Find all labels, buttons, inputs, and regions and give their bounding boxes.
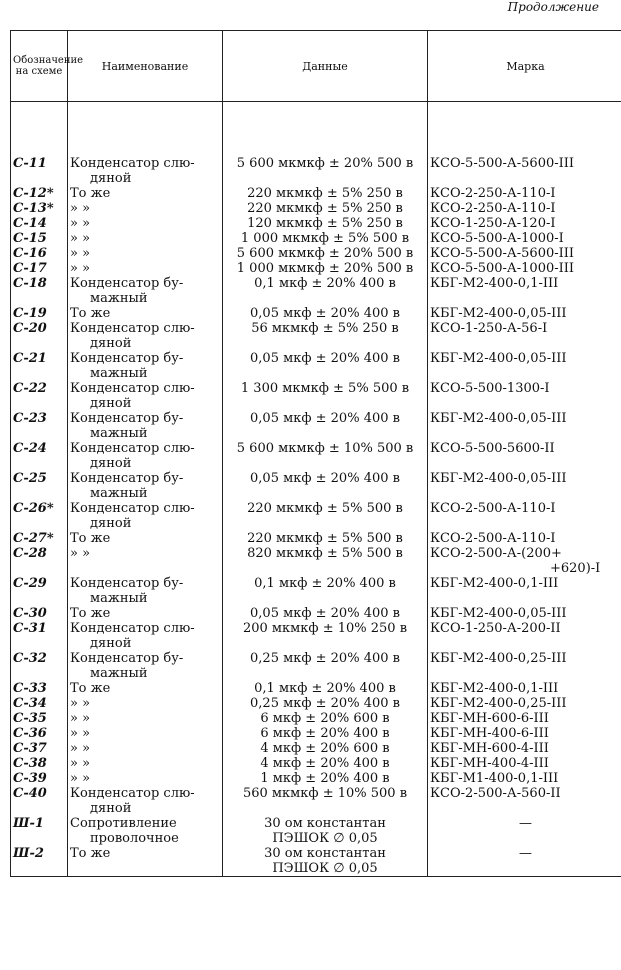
table-row bbox=[11, 531, 621, 546]
mark-text: КБГ-М2-400-0,25-III bbox=[430, 696, 567, 711]
name-text: Сопротивление bbox=[70, 816, 177, 831]
mark-cell bbox=[428, 246, 621, 261]
data-continuation: ПЭШОК ∅ 0,05 bbox=[272, 831, 378, 846]
mark-cell bbox=[428, 306, 621, 321]
table-row bbox=[11, 276, 621, 306]
mark-cell bbox=[428, 651, 621, 681]
designation-cell: C-26* bbox=[11, 501, 68, 531]
name-text: Конденсатор бу- bbox=[70, 411, 184, 426]
designation-cell: C-22 bbox=[11, 381, 68, 411]
data-cell bbox=[223, 261, 428, 276]
name-text: Конденсатор бу- bbox=[70, 471, 184, 486]
data-cell bbox=[223, 246, 428, 261]
data-text: 0,05 мкф ± 20% 400 в bbox=[250, 471, 400, 486]
name-text: » » bbox=[70, 231, 91, 246]
designation-cell: C-11 bbox=[11, 156, 68, 186]
name-text: То же bbox=[70, 186, 111, 201]
name-text: То же bbox=[70, 531, 111, 546]
designation-cell: C-23 bbox=[11, 411, 68, 441]
data-text: 30 ом константан bbox=[264, 816, 386, 831]
name-cell bbox=[68, 741, 223, 756]
table-row bbox=[11, 156, 621, 186]
designation-cell: C-27* bbox=[11, 531, 68, 546]
mark-text: КБГ-М2-400-0,1-III bbox=[430, 276, 559, 291]
table-row bbox=[11, 846, 621, 877]
name-text: Конденсатор бу- bbox=[70, 576, 184, 591]
table-row bbox=[11, 726, 621, 741]
mark-cell bbox=[428, 696, 621, 711]
mark-text: КСО-5-500-А-5600-III bbox=[430, 156, 575, 171]
name-cell bbox=[68, 726, 223, 741]
table-row bbox=[11, 501, 621, 531]
data-text: 120 мкмкф ± 5% 250 в bbox=[247, 216, 403, 231]
table-row bbox=[11, 471, 621, 501]
designation-cell: C-14 bbox=[11, 216, 68, 231]
data-cell bbox=[223, 231, 428, 246]
designation-cell: Ш-2 bbox=[11, 846, 68, 877]
table-row bbox=[11, 231, 621, 246]
mark-text: КСО-1-250-А-120-I bbox=[430, 216, 556, 231]
mark-text: КСО-2-250-А-110-I bbox=[430, 201, 556, 216]
data-cell bbox=[223, 531, 428, 546]
data-cell bbox=[223, 741, 428, 756]
data-cell bbox=[223, 546, 428, 576]
name-cell bbox=[68, 756, 223, 771]
data-text: 220 мкмкф ± 5% 250 в bbox=[247, 201, 403, 216]
mark-text: КСО-1-250-А-200-II bbox=[430, 621, 561, 636]
data-cell bbox=[223, 756, 428, 771]
table-row bbox=[11, 261, 621, 276]
mark-text: КБГ-М2-400-0,25-III bbox=[430, 651, 567, 666]
mark-text: КСО-5-500-А-1000-I bbox=[430, 231, 564, 246]
name-cell bbox=[68, 261, 223, 276]
data-text: 6 мкф ± 20% 400 в bbox=[260, 726, 390, 741]
name-continuation: мажный bbox=[90, 366, 148, 381]
data-cell bbox=[223, 501, 428, 531]
name-continuation: дяной bbox=[90, 636, 132, 651]
data-cell bbox=[223, 606, 428, 621]
name-cell bbox=[68, 696, 223, 711]
table-row bbox=[11, 711, 621, 726]
name-cell bbox=[68, 771, 223, 786]
name-continuation: мажный bbox=[90, 426, 148, 441]
table-row bbox=[11, 201, 621, 216]
name-cell bbox=[68, 681, 223, 696]
header-row bbox=[11, 31, 621, 102]
mark-text: КСО-1-250-А-56-I bbox=[430, 321, 548, 336]
table-row bbox=[11, 606, 621, 621]
data-cell bbox=[223, 576, 428, 606]
data-cell bbox=[223, 681, 428, 696]
name-text: » » bbox=[70, 201, 91, 216]
name-cell bbox=[68, 381, 223, 411]
mark-cell bbox=[428, 546, 621, 576]
mark-text: КСО-5-500-А-5600-III bbox=[430, 246, 575, 261]
data-text: 0,25 мкф ± 20% 400 в bbox=[250, 651, 400, 666]
mark-text: КСО-5-500-А-1000-III bbox=[430, 261, 575, 276]
mark-text: КБГ-МН-400-4-III bbox=[430, 756, 549, 771]
name-text: То же bbox=[70, 306, 111, 321]
mark-cell bbox=[428, 321, 621, 351]
designation-cell: C-13* bbox=[11, 201, 68, 216]
designation-cell: C-34 bbox=[11, 696, 68, 711]
mark-cell bbox=[428, 276, 621, 306]
header-mark: Марка bbox=[428, 31, 621, 102]
table-row bbox=[11, 381, 621, 411]
spacer-row bbox=[11, 102, 621, 157]
mark-cell bbox=[428, 576, 621, 606]
name-cell bbox=[68, 651, 223, 681]
name-cell bbox=[68, 351, 223, 381]
continuation-label: Продолжение bbox=[507, 0, 599, 14]
designation-cell: C-24 bbox=[11, 441, 68, 471]
designation-cell: C-33 bbox=[11, 681, 68, 696]
mark-cell bbox=[428, 261, 621, 276]
designation-cell: C-30 bbox=[11, 606, 68, 621]
name-continuation: дяной bbox=[90, 456, 132, 471]
data-text: 5 600 мкмкф ± 20% 500 в bbox=[236, 246, 414, 261]
mark-cell bbox=[428, 816, 621, 846]
name-continuation: мажный bbox=[90, 486, 148, 501]
data-text: 4 мкф ± 20% 600 в bbox=[260, 741, 390, 756]
name-continuation: мажный bbox=[90, 291, 148, 306]
data-cell bbox=[223, 306, 428, 321]
data-text: 0,05 мкф ± 20% 400 в bbox=[250, 351, 400, 366]
mark-text: КБГ-М2-400-0,1-III bbox=[430, 681, 559, 696]
data-text: 560 мкмкф ± 10% 500 в bbox=[242, 786, 408, 801]
table-row bbox=[11, 441, 621, 471]
name-text: То же bbox=[70, 846, 111, 861]
name-text: » » bbox=[70, 726, 91, 741]
mark-cell bbox=[428, 381, 621, 411]
mark-cell bbox=[428, 771, 621, 786]
name-cell bbox=[68, 531, 223, 546]
name-text: » » bbox=[70, 216, 91, 231]
name-continuation: мажный bbox=[90, 666, 148, 681]
name-cell bbox=[68, 786, 223, 816]
mark-cell bbox=[428, 231, 621, 246]
mark-cell bbox=[428, 606, 621, 621]
data-text: 0,1 мкф ± 20% 400 в bbox=[254, 576, 396, 591]
name-text: Конденсатор слю- bbox=[70, 621, 195, 636]
header-data: Данные bbox=[223, 31, 428, 102]
name-text: » » bbox=[70, 711, 91, 726]
mark-text: КБГ-М2-400-0,05-III bbox=[430, 351, 567, 366]
mark-text: КБГ-М2-400-0,1-III bbox=[430, 576, 559, 591]
mark-text: КСО-5-500-1300-I bbox=[430, 381, 550, 396]
data-cell bbox=[223, 621, 428, 651]
name-text: » » bbox=[70, 546, 91, 561]
mark-text: КСО-2-250-А-110-I bbox=[430, 186, 556, 201]
name-cell bbox=[68, 816, 223, 846]
name-cell bbox=[68, 411, 223, 441]
name-cell bbox=[68, 501, 223, 531]
name-continuation: дяной bbox=[90, 801, 132, 816]
name-text: Конденсатор слю- bbox=[70, 501, 195, 516]
data-cell bbox=[223, 471, 428, 501]
data-text: 6 мкф ± 20% 600 в bbox=[260, 711, 390, 726]
designation-cell: C-15 bbox=[11, 231, 68, 246]
components-table bbox=[10, 30, 621, 877]
data-cell bbox=[223, 786, 428, 816]
name-text: Конденсатор слю- bbox=[70, 381, 195, 396]
mark-text: КБГ-МН-600-4-III bbox=[430, 741, 549, 756]
name-cell bbox=[68, 471, 223, 501]
data-text: 220 мкмкф ± 5% 500 в bbox=[247, 531, 403, 546]
table-row bbox=[11, 216, 621, 231]
data-cell bbox=[223, 816, 428, 846]
data-text: 5 600 мкмкф ± 10% 500 в bbox=[236, 441, 414, 456]
mark-cell bbox=[428, 621, 621, 651]
data-text: 0,05 мкф ± 20% 400 в bbox=[250, 306, 400, 321]
table-row bbox=[11, 546, 621, 576]
mark-cell bbox=[428, 441, 621, 471]
mark-text: КБГ-М1-400-0,1-III bbox=[430, 771, 559, 786]
data-text: 0,05 мкф ± 20% 400 в bbox=[250, 606, 400, 621]
name-cell bbox=[68, 546, 223, 576]
name-text: » » bbox=[70, 696, 91, 711]
name-continuation: проволочное bbox=[90, 831, 179, 846]
data-text: 1 300 мкмкф ± 5% 500 в bbox=[240, 381, 410, 396]
data-text: 4 мкф ± 20% 400 в bbox=[260, 756, 390, 771]
table-row bbox=[11, 246, 621, 261]
designation-cell: C-18 bbox=[11, 276, 68, 306]
designation-cell: Ш-1 bbox=[11, 816, 68, 846]
designation-cell: C-40 bbox=[11, 786, 68, 816]
mark-text: КБГ-М2-400-0,05-III bbox=[430, 471, 567, 486]
table-row bbox=[11, 681, 621, 696]
name-text: Конденсатор бу- bbox=[70, 651, 184, 666]
designation-cell: C-25 bbox=[11, 471, 68, 501]
mark-cell bbox=[428, 216, 621, 231]
name-cell bbox=[68, 186, 223, 201]
name-cell bbox=[68, 201, 223, 216]
data-cell bbox=[223, 696, 428, 711]
data-text: 0,1 мкф ± 20% 400 в bbox=[254, 276, 396, 291]
mark-text: КСО-5-500-5600-II bbox=[430, 441, 555, 456]
mark-cell bbox=[428, 846, 621, 877]
table-row bbox=[11, 411, 621, 441]
mark-text: КСО-2-500-А-(200+ bbox=[430, 546, 562, 561]
data-text: 1 мкф ± 20% 400 в bbox=[260, 771, 390, 786]
data-cell bbox=[223, 726, 428, 741]
table-row bbox=[11, 621, 621, 651]
data-text: 30 ом константан bbox=[264, 846, 386, 861]
name-continuation: дяной bbox=[90, 396, 132, 411]
data-text: 220 мкмкф ± 5% 250 в bbox=[247, 186, 403, 201]
name-cell bbox=[68, 306, 223, 321]
data-cell bbox=[223, 201, 428, 216]
mark-text: КСО-2-500-А-110-I bbox=[430, 501, 556, 516]
data-text: 0,25 мкф ± 20% 400 в bbox=[250, 696, 400, 711]
name-continuation: мажный bbox=[90, 591, 148, 606]
data-text: 200 мкмкф ± 10% 250 в bbox=[242, 621, 408, 636]
name-text: » » bbox=[70, 261, 91, 276]
table-row bbox=[11, 756, 621, 771]
name-cell bbox=[68, 711, 223, 726]
mark-cell bbox=[428, 156, 621, 186]
name-cell bbox=[68, 576, 223, 606]
designation-cell: C-31 bbox=[11, 621, 68, 651]
data-cell bbox=[223, 276, 428, 306]
table-row bbox=[11, 321, 621, 351]
name-text: То же bbox=[70, 681, 111, 696]
table-row bbox=[11, 786, 621, 816]
data-text: 1 000 мкмкф ± 5% 500 в bbox=[240, 231, 410, 246]
table-row bbox=[11, 651, 621, 681]
designation-cell: C-16 bbox=[11, 246, 68, 261]
name-text: Конденсатор бу- bbox=[70, 351, 184, 366]
table-row bbox=[11, 816, 621, 846]
name-continuation: дяной bbox=[90, 171, 132, 186]
mark-cell bbox=[428, 186, 621, 201]
data-cell bbox=[223, 351, 428, 381]
data-cell bbox=[223, 216, 428, 231]
mark-cell bbox=[428, 726, 621, 741]
data-text: 0,1 мкф ± 20% 400 в bbox=[254, 681, 396, 696]
mark-text: КБГ-М2-400-0,05-III bbox=[430, 306, 567, 321]
table-row bbox=[11, 741, 621, 756]
name-text: Конденсатор слю- bbox=[70, 156, 195, 171]
data-cell bbox=[223, 441, 428, 471]
mark-text: КБГ-МН-600-6-III bbox=[430, 711, 549, 726]
data-text: 220 мкмкф ± 5% 500 в bbox=[247, 501, 403, 516]
mark-cell bbox=[428, 741, 621, 756]
name-continuation: дяной bbox=[90, 516, 132, 531]
name-text: Конденсатор слю- bbox=[70, 786, 195, 801]
table-row bbox=[11, 186, 621, 201]
designation-cell: C-37 bbox=[11, 741, 68, 756]
name-cell bbox=[68, 156, 223, 186]
name-text: Конденсатор слю- bbox=[70, 441, 195, 456]
name-cell bbox=[68, 276, 223, 306]
data-text: 56 мкмкф ± 5% 250 в bbox=[251, 321, 399, 336]
data-cell bbox=[223, 846, 428, 877]
name-text: Конденсатор слю- bbox=[70, 321, 195, 336]
name-text: » » bbox=[70, 246, 91, 261]
name-text: Конденсатор бу- bbox=[70, 276, 184, 291]
mark-text: КСО-2-500-А-560-II bbox=[430, 786, 561, 801]
data-cell bbox=[223, 321, 428, 351]
mark-text: КБГ-МН-400-6-III bbox=[430, 726, 549, 741]
data-cell bbox=[223, 411, 428, 441]
name-cell bbox=[68, 216, 223, 231]
table-row bbox=[11, 696, 621, 711]
data-cell bbox=[223, 156, 428, 186]
designation-cell: C-19 bbox=[11, 306, 68, 321]
name-text: » » bbox=[70, 756, 91, 771]
data-cell bbox=[223, 771, 428, 786]
mark-cell bbox=[428, 756, 621, 771]
table-row bbox=[11, 306, 621, 321]
designation-cell: C-21 bbox=[11, 351, 68, 381]
designation-cell: C-35 bbox=[11, 711, 68, 726]
data-cell bbox=[223, 651, 428, 681]
mark-cell bbox=[428, 711, 621, 726]
designation-cell: C-32 bbox=[11, 651, 68, 681]
data-cell bbox=[223, 711, 428, 726]
data-cell bbox=[223, 186, 428, 201]
name-cell bbox=[68, 441, 223, 471]
name-cell bbox=[68, 621, 223, 651]
designation-cell: C-12* bbox=[11, 186, 68, 201]
designation-cell: C-38 bbox=[11, 756, 68, 771]
mark-cell bbox=[428, 501, 621, 531]
header-name: Наименование bbox=[68, 31, 223, 102]
table-row bbox=[11, 771, 621, 786]
mark-cell bbox=[428, 411, 621, 441]
designation-cell: C-28 bbox=[11, 546, 68, 576]
designation-cell: C-36 bbox=[11, 726, 68, 741]
name-text: » » bbox=[70, 771, 91, 786]
header-designation: Обозначение на схеме bbox=[11, 31, 68, 102]
mark-cell bbox=[428, 471, 621, 501]
mark-cell bbox=[428, 201, 621, 216]
mark-text: — bbox=[519, 846, 532, 861]
mark-cell bbox=[428, 531, 621, 546]
table-row bbox=[11, 351, 621, 381]
data-text: 5 600 мкмкф ± 20% 500 в bbox=[236, 156, 414, 171]
name-cell bbox=[68, 231, 223, 246]
designation-cell: C-17 bbox=[11, 261, 68, 276]
name-text: То же bbox=[70, 606, 111, 621]
mark-cell bbox=[428, 351, 621, 381]
mark-cell bbox=[428, 786, 621, 816]
name-text: » » bbox=[70, 741, 91, 756]
data-text: 820 мкмкф ± 5% 500 в bbox=[247, 546, 403, 561]
name-cell bbox=[68, 321, 223, 351]
data-text: 0,05 мкф ± 20% 400 в bbox=[250, 411, 400, 426]
mark-text: КБГ-М2-400-0,05-III bbox=[430, 606, 567, 621]
table-row bbox=[11, 576, 621, 606]
data-text: 1 000 мкмкф ± 20% 500 в bbox=[236, 261, 414, 276]
name-continuation: дяной bbox=[90, 336, 132, 351]
mark-text: КСО-2-500-А-110-I bbox=[430, 531, 556, 546]
mark-cell bbox=[428, 681, 621, 696]
mark-continuation: +620)-I bbox=[550, 561, 601, 576]
name-cell bbox=[68, 246, 223, 261]
data-continuation: ПЭШОК ∅ 0,05 bbox=[272, 861, 378, 876]
designation-cell: C-20 bbox=[11, 321, 68, 351]
mark-text: — bbox=[519, 816, 532, 831]
data-cell bbox=[223, 381, 428, 411]
name-cell bbox=[68, 606, 223, 621]
mark-text: КБГ-М2-400-0,05-III bbox=[430, 411, 567, 426]
designation-cell: C-29 bbox=[11, 576, 68, 606]
name-cell bbox=[68, 846, 223, 877]
designation-cell: C-39 bbox=[11, 771, 68, 786]
